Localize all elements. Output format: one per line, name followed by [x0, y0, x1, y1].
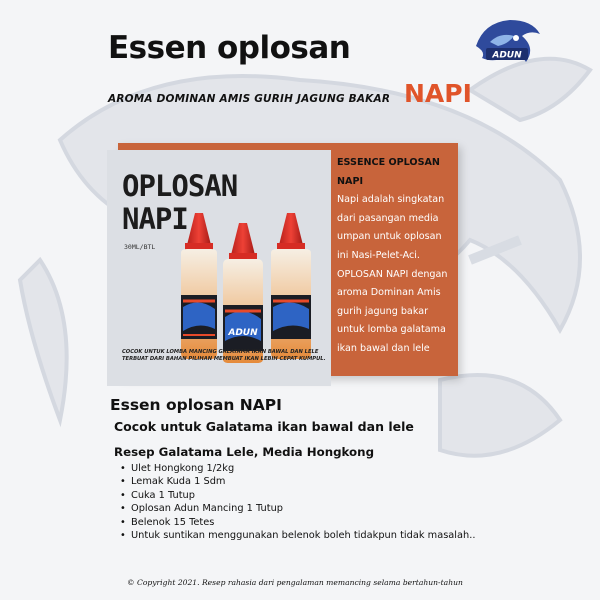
product-note: COCOK UNTUK LOMBA MANCING GALATAMA IKAN BAWAL DAN LELE TERBUAT DARI BAHAN PILIHAN MEMBUAT IKAN LEBIH CEPAT KUMPUL.	[122, 349, 326, 362]
list-item: • Cuka 1 Tutup	[120, 489, 195, 501]
aroma-tagline: AROMA DOMINAN AMIS GURIH JAGUNG BAKAR	[108, 93, 391, 105]
napi-badge: NAPI	[404, 79, 472, 108]
product-name: OPLOSAN NAPI	[122, 169, 238, 236]
section-description: Cocok untuk Galatama ikan bawal dan lele	[114, 419, 414, 434]
bottle-left	[181, 213, 217, 359]
list-item: • Untuk suntikan menggunakan belenok boleh tidakpun tidak masalah..	[120, 529, 476, 541]
page-title: Essen oplosan	[108, 30, 351, 66]
info-text	[337, 154, 457, 359]
bottles-illustration	[173, 213, 329, 363]
svg-text:ADUN: ADUN	[492, 50, 522, 61]
list-item: • Oplosan Adun Mancing 1 Tutup	[120, 503, 283, 515]
info-body: Napi adalah singkatan dari pasangan media umpan untuk oplosan ini Nasi-Pelet-Aci. OPLOSAN NAPI dengan aroma Dominan Amis gurih jagung bakar untuk lomba galatama ikan bawal dan lele	[337, 194, 448, 354]
recipe-title: Resep Galatama Lele, Media Hongkong	[114, 445, 375, 459]
recipe-list	[120, 462, 475, 542]
svg-text:ADUN: ADUN	[228, 328, 258, 338]
list-item: • Ulet Hongkong 1/2kg	[120, 463, 235, 474]
info-title: ESSENCE OPLOSAN NAPI	[337, 157, 440, 187]
product-size: 30ML/BTL	[124, 243, 156, 251]
list-item: • Belenok 15 Tetes	[120, 516, 215, 528]
product-image	[107, 150, 331, 386]
bottle-right	[271, 213, 311, 359]
copyright-footer: © Copyright 2021. Resep rahasia dari pengalaman memancing selama bertahun-tahun	[127, 578, 463, 587]
list-item: • Lemak Kuda 1 Sdm	[120, 476, 226, 488]
adun-mancing-logo-icon	[470, 14, 544, 72]
section-title: Essen oplosan NAPI	[110, 396, 282, 414]
bottle-middle	[223, 223, 263, 363]
